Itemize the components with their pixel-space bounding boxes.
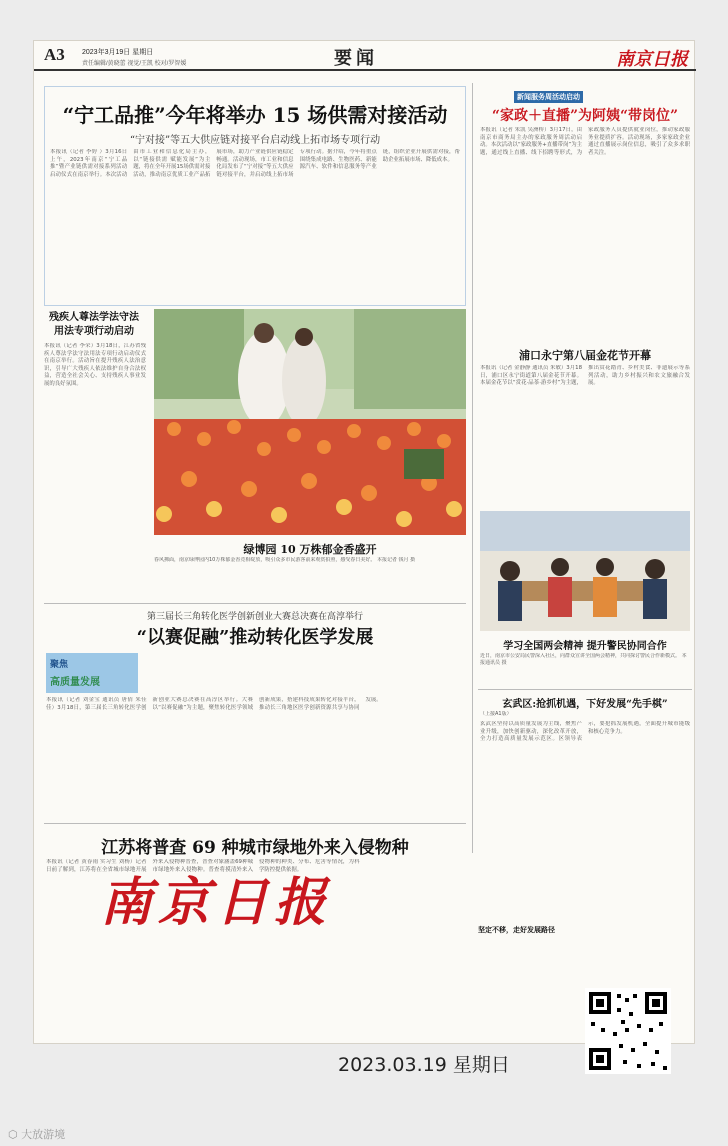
focus-banner — [46, 653, 138, 693]
focus-tag-2: 高质量发展 — [50, 677, 100, 688]
section-title: 要闻 — [334, 48, 378, 69]
masthead-logo: 南京日报 — [616, 49, 688, 70]
invasive-headline: 江苏将普查 69 种城市绿地外来入侵物种 — [101, 838, 409, 858]
section-rule — [478, 689, 692, 690]
right-photo-headline: 学习全国两会精神 提升警民协同合作 — [503, 641, 667, 652]
right-mid-body: 本报讯（记者 金静静 通讯员 朱敏）3月18日，浦口区永宁街道第八届金花节开幕。本届金花节以“赏花·品茶·游乡村”为主题，推出赏花踏青、乡村美食、非遗展示等系列活动，助力乡村振兴和农文旅融合发展。 — [480, 365, 690, 387]
right-bottom-foot-title: 坚定不移，走好发展路径 — [478, 925, 555, 934]
community-photo — [480, 511, 690, 631]
right-bottom-body: 玄武区坚持以高质量发展为主线，聚焦产业升级，加快创新驱动，深化改革开放，全力打造高质量发展示范区。区领导表示，要抢抓发展机遇，全面提升城市能级和核心竞争力。 — [480, 721, 690, 743]
right-top-headline: “家政＋直播”为阿姨“带岗位” — [491, 108, 679, 124]
footer-logo: 南京日报 — [100, 872, 333, 933]
tulip-photo — [154, 309, 466, 535]
issue-editors: 责任编辑/黄晓蕾 视觉/王凯 校对/罗智媛 — [82, 61, 187, 67]
right-top-tag: 新闻服务周活动启动 — [514, 91, 583, 103]
column-divider — [472, 83, 473, 853]
right-top-body: 本报讯（记者 朱凯 吴洲桥）3月17日，由南京市商务局主办的家政服务周活动启动。本次活动以“家政服务+直播带岗”为主题，通过线上直播、线下招聘等形式，为家政服务人员提供就业岗位，推动家政服务业提质扩容。活动现场，多家家政企业通过直播展示岗位信息，吸引了众多求职者关注。 — [480, 127, 690, 156]
photo-title: 绿博园 10 万株郁金香盛开 — [243, 543, 377, 556]
footer-date: 2023.03.19 星期日 — [338, 1054, 510, 1076]
section-rule — [44, 603, 466, 604]
issue-date: 2023年3月19日 星期日 — [82, 49, 154, 56]
lead-subhead: “宁对接”等五大供应链对接平台启动线上拓市场专项行动 — [129, 135, 381, 146]
right-bottom-headline: 玄武区:抢抓机遇，下好发展“先手棋” — [502, 699, 668, 710]
right-photo-caption: 近日，南京市公安局民警深入社区，向群众宣讲全国两会精神，共同探讨警民合作新模式。 本报通讯员 摄 — [480, 653, 687, 666]
right-mid-headline: 浦口永宁第八届金花节开幕 — [519, 349, 651, 362]
left-story-body: 本报讯（记者 李荣）3月18日，江苏省残疾人尊法学法守法用法专项行动启动仪式在南京举行。活动旨在提升残疾人法治意识，引导广大残疾人依法维护自身合法权益，营造全社会关心、支持残疾人事业发展的良好氛围。 — [44, 343, 146, 387]
medical-body: 本报讯（记者 刘金宝 通讯员 唐倩 朱佳佳）3月18日，第三届长三角转化医学创新创业大赛总决赛在高淳区举行。大赛以“以赛促融”为主题，聚焦转化医学领域创新成果，搭建科技成果转化对接平台，推动长三角地区医学创新资源共享与协同发展。 — [46, 697, 382, 711]
medical-kicker: 第三届长三角转化医学创新创业大赛总决赛在高淳举行 — [146, 612, 363, 622]
invasive-body: 本报讯（记者 黄春雨 实习生 刘杨）记者日前了解到，江苏将在全省城市绿地开展外来入侵物种普查，普查对象涵盖69种城市绿地外来入侵物种。普查将摸清外来入侵物种的种类、分布、危害等情况，为科学防控提供依据。 — [46, 859, 360, 873]
left-story-headline-2: 用法专项行动启动 — [54, 326, 134, 337]
masthead — [34, 41, 696, 71]
lead-body: 本报讯（记者 李婷 ）3月16日上午，2023年南京“宁工品推”暨产业链供需对接系列活动启动仪式在南京举行。本次活动由市工业和信息化局主办，以“链接供需 赋能发展”为主题，将在全年开展15场供需对接活动，推动南京优质工业产品拓展市场，助力产业链供应链稳定畅通。活动现场，市工业和信息化局发布了“宁对接”等五大供应链对接平台，并启动线上拓市场专项行动。据介绍，今年将重点围绕集成电路、生物医药、新能源汽车、软件和信息服务等产业链，组织企业开展供需对接，帮助企业拓展市场、降低成本。 — [50, 149, 460, 178]
right-bottom-sub: （上接A1版） — [480, 711, 512, 717]
section-rule — [44, 823, 466, 824]
page-number: A3 — [44, 45, 65, 64]
photo-caption: 春风拂面，南京绿博园内10万株郁金香竞相绽放，吸引众多市民游客前来观赏拍照，感受春日美好。 本报记者 钱月 摄 — [154, 557, 416, 563]
lead-headline: “宁工品推”今年将举办 15 场供需对接活动 — [62, 103, 448, 127]
qr-code[interactable] — [585, 988, 671, 1074]
medical-headline: “以赛促融”推动转化医学发展 — [136, 627, 374, 648]
watermark: ⬡ 大放游境 — [8, 1128, 66, 1141]
focus-tag: 聚焦 — [50, 660, 69, 670]
left-story-headline: 残疾人尊法学法守法 — [49, 312, 139, 323]
